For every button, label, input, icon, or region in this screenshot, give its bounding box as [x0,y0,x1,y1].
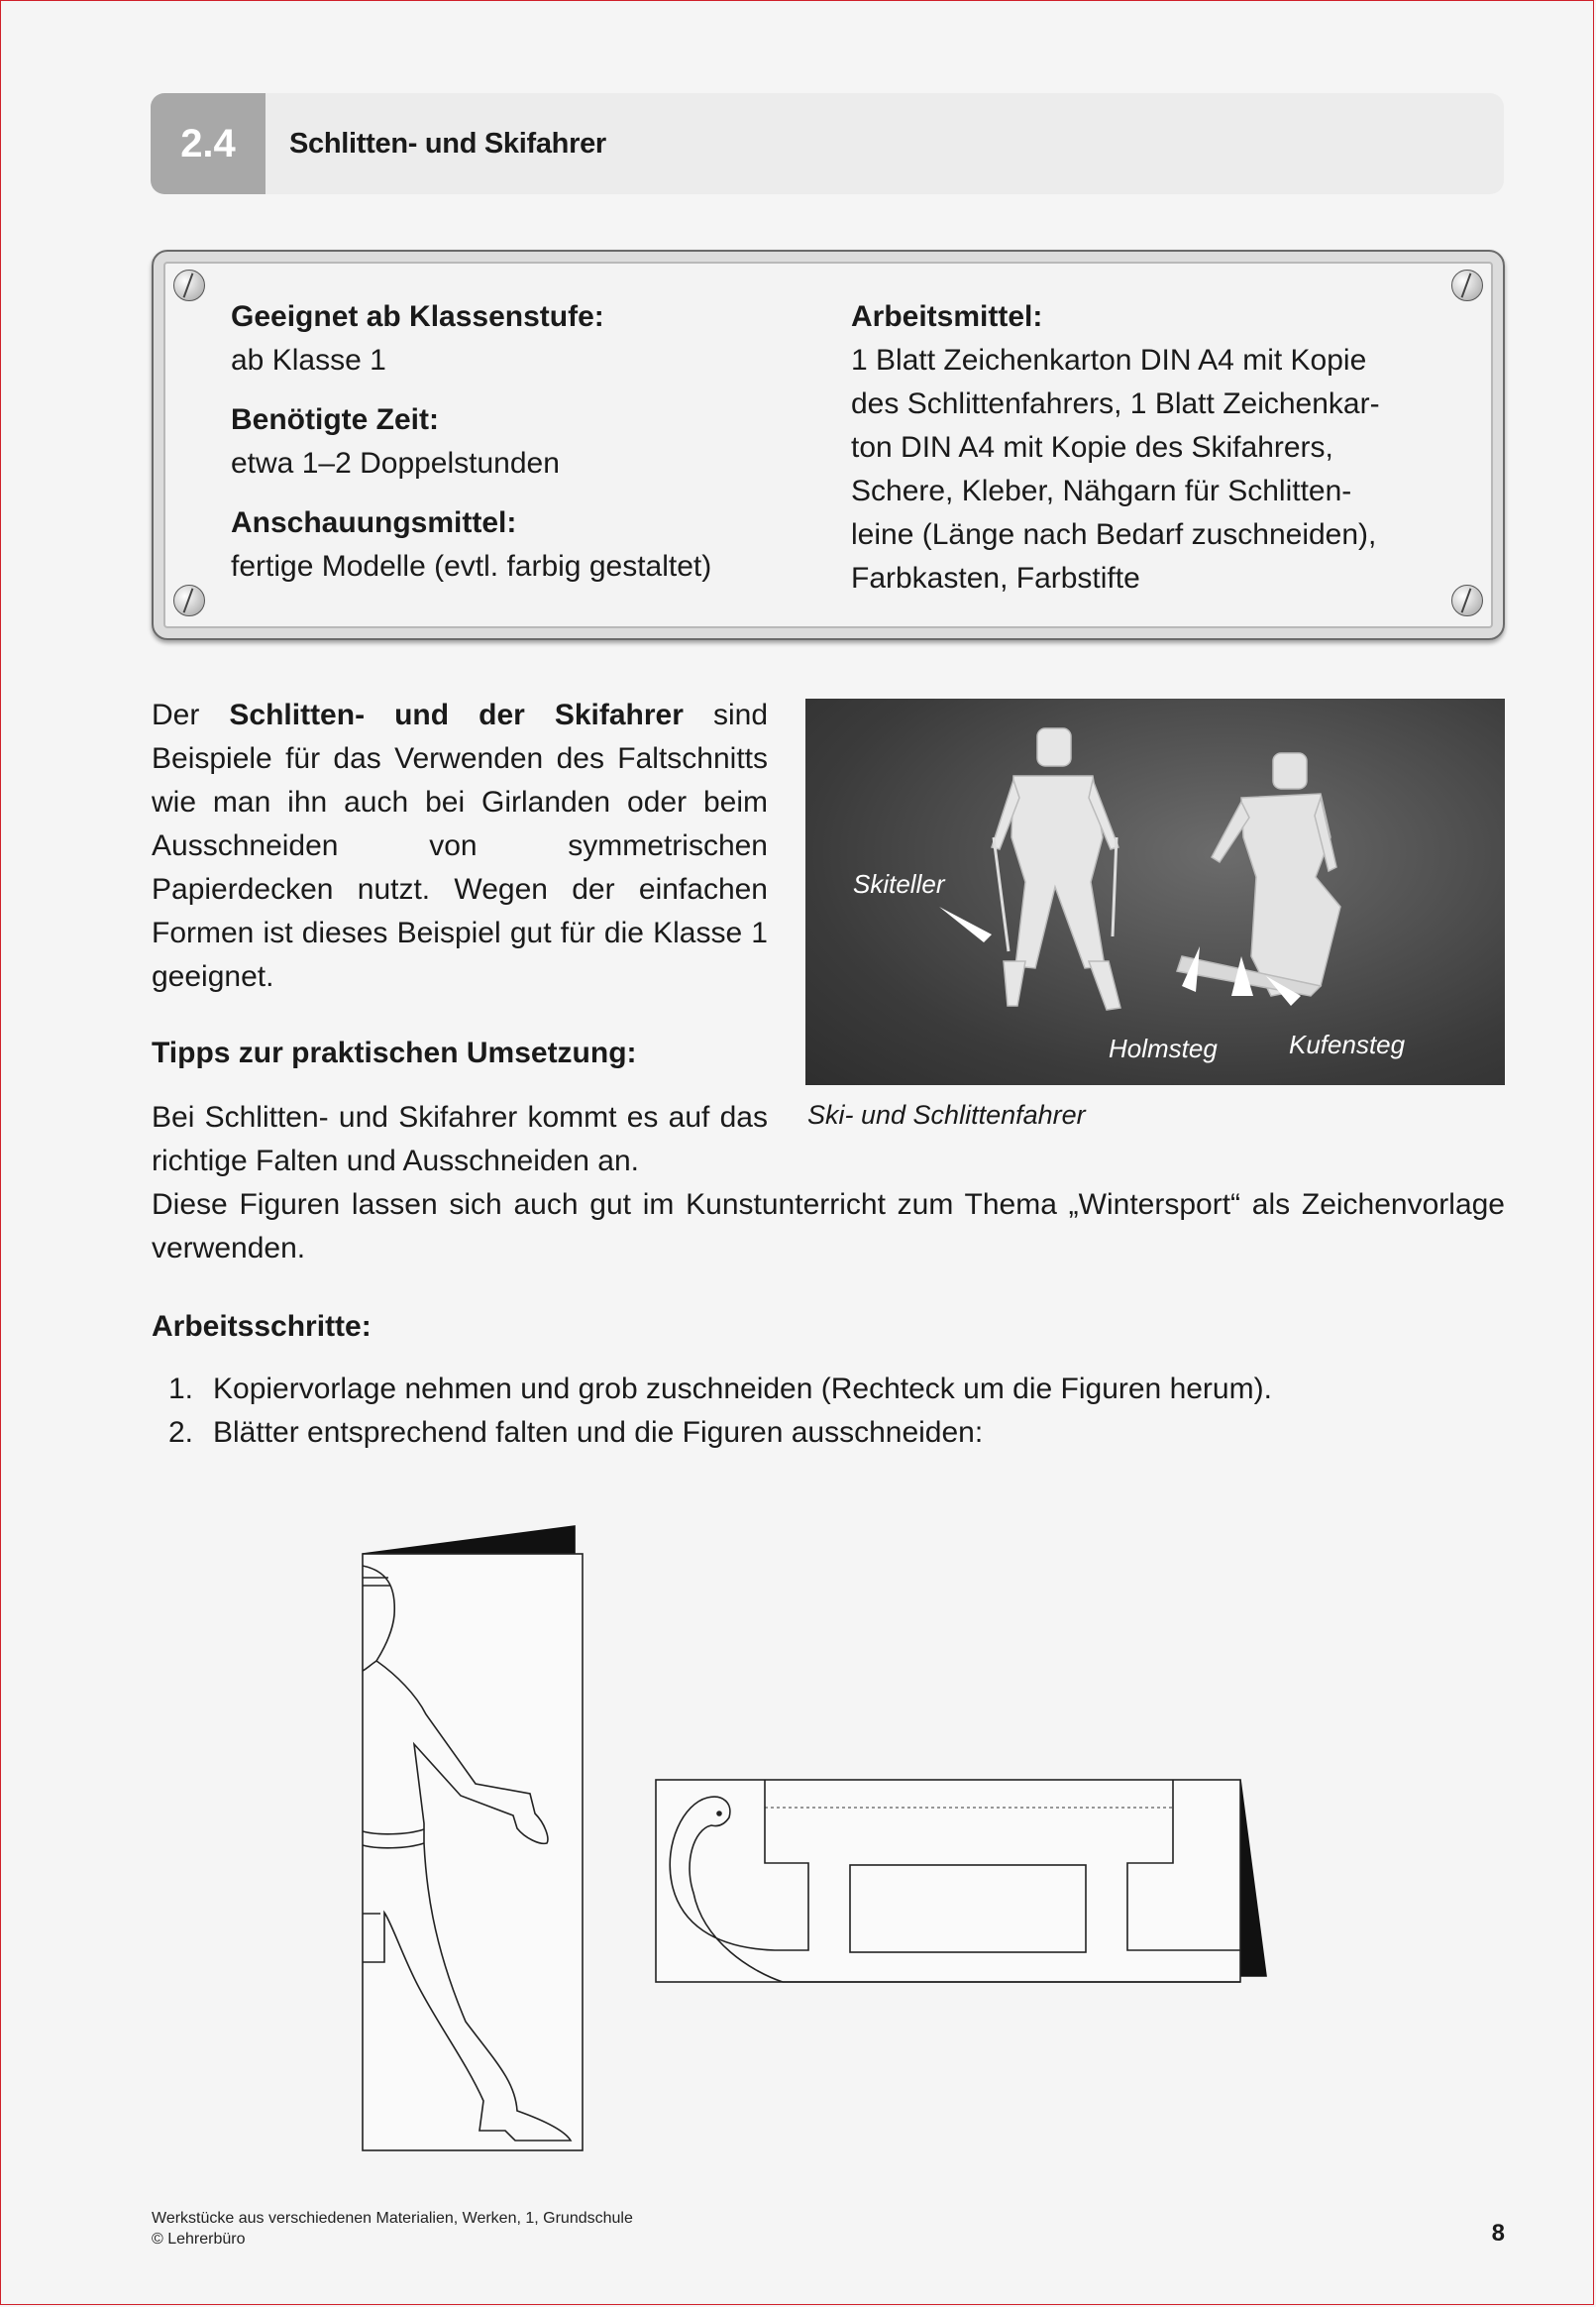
label-skiteller: Skiteller [853,869,945,899]
visual-aids-value: fertige Modelle (evtl. farbig gestaltet) [231,550,712,583]
section-title: Schlitten- und Skifahrer [289,127,606,160]
time-label: Benötigte Zeit: [231,403,439,436]
intro-bold: Schlitten- und der Skifahrer [229,699,684,731]
steps-heading: Arbeitsschritte: [152,1310,372,1343]
grade-label: Geeignet ab Klassenstufe: [231,300,604,333]
label-kufensteg: Kufensteg [1289,1030,1406,1059]
materials-line: ton DIN A4 mit Kopie des Skifahrers, [851,431,1333,464]
label-holmsteg: Holmsteg [1109,1034,1218,1063]
grade-value: ab Klasse 1 [231,344,386,377]
materials-label: Arbeitsmittel: [851,300,1043,333]
page-number: 8 [1491,2220,1505,2247]
intro-paragraph: Der Schlitten- und der Skifahrer sind Beispiele für das Verwenden des Faltschnitts wie man ihn auch bei Girlanden oder beim Ausschneiden von symmetrischen Papierdecken nutzt. Wegen der einfachen Formen ist dieses Beispiel gut für die Klasse 1 geeignet. [152,699,768,993]
time-value: etwa 1–2 Doppelstunden [231,447,560,480]
footer-copyright: © Lehrerbüro [152,2231,246,2248]
list-item: 2. Blätter entsprechend falten und die Figuren ausschneiden: [168,1416,984,1449]
footer-source: Werkstücke aus verschiedenen Materialien, Werken, 1, Grundschule [152,2210,633,2227]
tips-paragraph-2: Diese Figuren lassen sich auch gut im Kunstunterricht zum Thema „Wintersport“ als Zeichenvorlage verwenden. [152,1188,1505,1264]
materials-line: des Schlittenfahrers, 1 Blatt Zeichenkar- [851,387,1380,420]
footer [152,2208,633,2250]
list-item: 1. Kopiervorlage nehmen und grob zuschneiden (Rechteck um die Figuren herum). [168,1373,1272,1405]
skier-template [363,1526,583,2150]
materials-line: Farbkasten, Farbstifte [851,562,1140,595]
photo-caption: Ski- und Schlittenfahrer [807,1100,1086,1130]
materials-line: Schere, Kleber, Nähgarn für Schlitten- [851,475,1352,507]
visual-aids-label: Anschauungsmittel: [231,506,517,539]
sledge-template [656,1780,1266,1982]
materials-line: leine (Länge nach Bedarf zuschneiden), [851,518,1377,551]
materials-line: 1 Blatt Zeichenkarton DIN A4 mit Kopie [851,344,1367,377]
tips-heading: Tipps zur praktischen Umsetzung: [152,1037,637,1069]
section-number: 2.4 [151,93,266,194]
tips-paragraph-1: Bei Schlitten- und Skifahrer kommt es auf das richtige Falten und Ausschneiden an. [152,1101,768,1177]
